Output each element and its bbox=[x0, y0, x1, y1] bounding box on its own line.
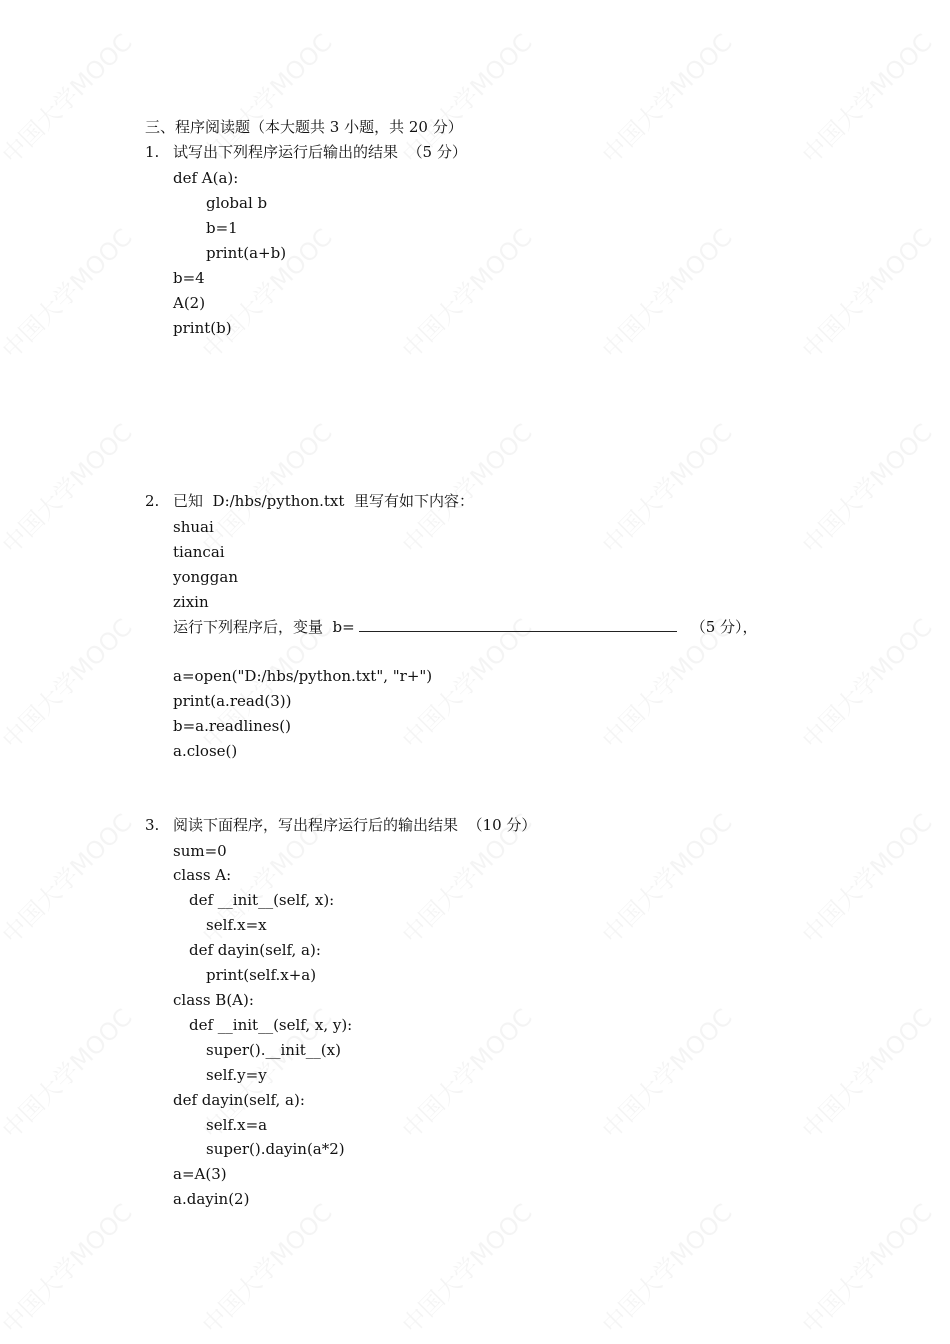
q2-file-line: yonggan bbox=[173, 568, 238, 586]
q3-code-line: a.dayin(2) bbox=[173, 1190, 250, 1208]
watermark-text bbox=[793, 415, 938, 560]
q2-question bbox=[173, 617, 758, 636]
watermark-text bbox=[593, 1000, 738, 1145]
q3-code-line: a=A(3) bbox=[173, 1165, 227, 1183]
q2-number: 2. bbox=[145, 492, 160, 510]
q1-code-line: A(2) bbox=[173, 294, 206, 312]
q2-code-line: a=open("D:/hbs/python.txt", "r+") bbox=[173, 667, 433, 685]
watermark-text bbox=[593, 415, 738, 560]
q2-code-line: print(a.read(3)) bbox=[173, 692, 292, 710]
watermark-text bbox=[593, 805, 738, 950]
q1-number: 1. bbox=[145, 143, 160, 161]
watermark-text bbox=[593, 25, 738, 170]
watermark-text bbox=[193, 1195, 338, 1340]
q3-code-line: self.y=y bbox=[206, 1066, 267, 1084]
watermark-text bbox=[793, 610, 938, 755]
watermark-text bbox=[393, 220, 538, 365]
q1-code-line: b=1 bbox=[206, 219, 238, 237]
q2-file-line: tiancai bbox=[173, 543, 225, 561]
q1-code-line: print(a+b) bbox=[206, 244, 287, 262]
q3-code-line: class A: bbox=[173, 866, 232, 884]
q1-code-line: def A(a): bbox=[173, 169, 239, 187]
watermark-text bbox=[0, 805, 137, 950]
watermark-text bbox=[793, 1195, 938, 1340]
watermark-text bbox=[793, 805, 938, 950]
q3-code-line: def __init__(self, x, y): bbox=[189, 1016, 353, 1034]
q3-prompt: 阅读下面程序，写出程序运行后的输出结果 （10 分） bbox=[173, 816, 537, 834]
watermark-text bbox=[793, 1000, 938, 1145]
q1-code-line: global b bbox=[206, 194, 268, 212]
q3-code-line: super().__init__(x) bbox=[206, 1041, 341, 1059]
watermark-text bbox=[793, 220, 938, 365]
watermark-text bbox=[0, 610, 137, 755]
q1-code-line: print(b) bbox=[173, 319, 232, 337]
q3-code-line: def dayin(self, a): bbox=[189, 941, 321, 959]
q3-code-line: print(self.x+a) bbox=[206, 966, 317, 984]
answer-blank[interactable] bbox=[359, 617, 677, 632]
watermark-text bbox=[193, 220, 338, 365]
q1-prompt: 试写出下列程序运行后输出的结果 （5 分） bbox=[173, 143, 467, 161]
q3-number: 3. bbox=[145, 816, 160, 834]
q3-code-line: super().dayin(a*2) bbox=[206, 1140, 345, 1158]
q3-code-line: class B(A): bbox=[173, 991, 254, 1009]
q3-code-line: sum=0 bbox=[173, 842, 227, 860]
watermark-text bbox=[393, 415, 538, 560]
q2-code-line: b=a.readlines() bbox=[173, 717, 292, 735]
q3-code-line: def dayin(self, a): bbox=[173, 1091, 305, 1109]
q2-question-prefix: 运行下列程序后，变量 b= bbox=[173, 618, 355, 636]
q2-code-line: a.close() bbox=[173, 742, 238, 760]
q1-code-line: b=4 bbox=[173, 269, 205, 287]
watermark-text bbox=[193, 415, 338, 560]
watermark-text bbox=[393, 1195, 538, 1340]
watermark-text bbox=[0, 220, 137, 365]
q2-prompt: 已知 D:/hbs/python.txt 里写有如下内容： bbox=[173, 492, 474, 510]
watermark-text bbox=[0, 25, 137, 170]
watermark-text bbox=[0, 1195, 137, 1340]
watermark-text bbox=[393, 1000, 538, 1145]
section-title: 三、程序阅读题（本大题共 3 小题，共 20 分） bbox=[145, 118, 463, 136]
q3-code-line: def __init__(self, x): bbox=[189, 891, 335, 909]
watermark-text bbox=[0, 415, 137, 560]
q3-code-line: self.x=x bbox=[206, 916, 267, 934]
watermark-text bbox=[793, 25, 938, 170]
watermark-text bbox=[593, 1195, 738, 1340]
q3-code-line: self.x=a bbox=[206, 1116, 268, 1134]
q2-score: （5 分）， bbox=[690, 618, 758, 636]
q2-file-line: shuai bbox=[173, 518, 214, 536]
q2-file-line: zixin bbox=[173, 593, 209, 611]
watermark-text bbox=[0, 1000, 137, 1145]
watermark-text bbox=[593, 220, 738, 365]
